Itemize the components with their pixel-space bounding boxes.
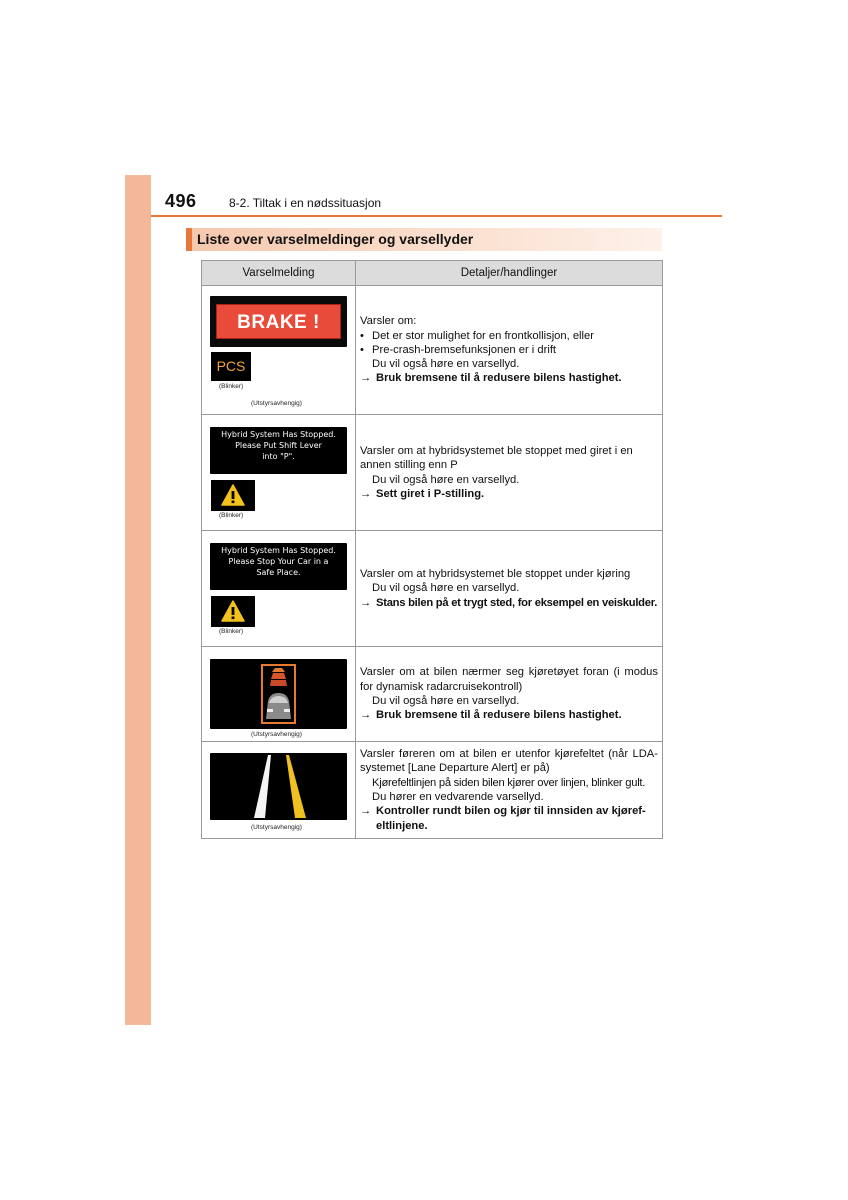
header-rule — [151, 215, 722, 217]
display-line: Please Put Shift Lever — [235, 441, 322, 450]
warning-triangle-icon — [211, 596, 255, 627]
bullet-dot: • — [360, 329, 364, 342]
details-intro: Varsler om: — [360, 315, 417, 328]
warning-triangle-icon — [211, 480, 255, 511]
arrow-icon: → — [360, 487, 372, 500]
message-cell — [202, 742, 356, 839]
arrow-icon: → — [360, 596, 371, 609]
table-row — [202, 742, 663, 839]
equipment-note: (Utstyrsavhengig) — [251, 400, 302, 407]
message-cell — [202, 415, 356, 531]
details-description: Varsler om at bilen nærmer seg kjøretøyet foran (i modus for dynamisk radarcruisekontroll) — [360, 666, 658, 693]
section-heading-bar — [186, 228, 662, 251]
arrow-icon: → — [360, 372, 372, 385]
details-description: Varsler om at hybridsystemet ble stoppet med giret i en annen stilling enn P — [360, 444, 633, 472]
bullet-text: Pre-crash-bremsefunksjonen er i drift — [372, 343, 557, 356]
brake-warning-message: BRAKE ! — [216, 304, 341, 339]
action-instruction — [360, 371, 658, 385]
display-line: Hybrid System Has Stopped. — [221, 430, 336, 439]
hybrid-stop-display — [210, 427, 347, 474]
list-item — [360, 343, 658, 357]
list-item — [360, 329, 658, 343]
action-instruction — [360, 708, 658, 722]
page-number: 496 — [165, 191, 197, 211]
chapter-side-tab — [125, 175, 151, 1025]
display-line: into "P". — [262, 452, 295, 461]
blink-note: (Blinker) — [219, 628, 244, 635]
action-text: Kontroller rundt bilen og kjør til innsiden av kjøref-eltlinjene. — [376, 805, 646, 832]
pcs-indicator-icon: PCS — [211, 352, 251, 381]
equipment-note: (Utstyrsavhengig) — [251, 731, 302, 738]
table-row — [202, 286, 663, 415]
bullet-text: Det er stor mulighet for en frontkollisjon, eller — [372, 329, 594, 342]
action-instruction — [360, 596, 658, 610]
sound-note: Du vil også høre en varsellyd. — [372, 358, 520, 371]
radar-car-icon — [210, 659, 347, 729]
warning-table — [201, 260, 663, 839]
blink-note: (Blinker) — [219, 512, 244, 519]
equipment-note: (Utstyrsavhengig) — [251, 824, 302, 831]
sound-note: Du hører en vedvarende varsellyd. — [372, 791, 544, 803]
brake-display — [210, 296, 347, 347]
section-heading: Liste over varselmeldinger og varsellyder — [197, 231, 474, 247]
sound-note: Du vil også høre en varsellyd. — [372, 695, 520, 707]
details-cell — [356, 415, 663, 531]
action-text: Sett giret i P-stilling. — [376, 487, 485, 500]
details-extra: Kjørefeltlinjen på siden bilen kjører over linjen, blinker gult. — [372, 776, 646, 789]
display-line: Hybrid System Has Stopped. — [221, 546, 336, 555]
section-title: 8-2. Tiltak i en nødssituasjon — [229, 196, 382, 210]
action-text: Bruk bremsene til å redusere bilens hastighet. — [376, 372, 622, 385]
details-cell — [356, 531, 663, 647]
column-header-details: Detaljer/handlinger — [356, 261, 663, 286]
display-line: Safe Place. — [256, 568, 301, 577]
details-cell — [356, 286, 663, 415]
lane-lines-icon — [210, 753, 347, 820]
action-text: Stans bilen på et trygt sted, for eksempel en veiskulder. — [376, 596, 658, 609]
details-description: Varsler føreren om at bilen er utenfor kjørefeltet (når LDA-systemet [Lane Departure Alert] er på) — [360, 748, 658, 775]
details-cell — [356, 742, 663, 839]
hybrid-stop-display — [210, 543, 347, 590]
table-row — [202, 647, 663, 742]
action-text: Bruk bremsene til å redusere bilens hastighet. — [376, 709, 622, 722]
sound-note: Du vil også høre en varsellyd. — [372, 582, 520, 595]
sound-note: Du vil også høre en varsellyd. — [372, 473, 520, 486]
action-instruction — [360, 487, 658, 501]
table-row — [202, 415, 663, 531]
message-cell — [202, 286, 356, 415]
arrow-icon: → — [360, 805, 372, 818]
table-row — [202, 531, 663, 647]
action-instruction — [360, 804, 658, 833]
column-header-message: Varselmelding — [202, 261, 356, 286]
details-description: Varsler om at hybridsystemet ble stoppet under kjøring — [360, 568, 631, 581]
arrow-icon: → — [360, 709, 372, 722]
blink-note: (Blinker) — [219, 383, 244, 390]
bullet-dot: • — [360, 343, 364, 356]
heading-accent — [186, 228, 192, 251]
display-line: Please Stop Your Car in a — [228, 557, 329, 566]
message-cell — [202, 531, 356, 647]
table-header-row — [202, 261, 663, 286]
details-cell — [356, 647, 663, 742]
message-cell — [202, 647, 356, 742]
